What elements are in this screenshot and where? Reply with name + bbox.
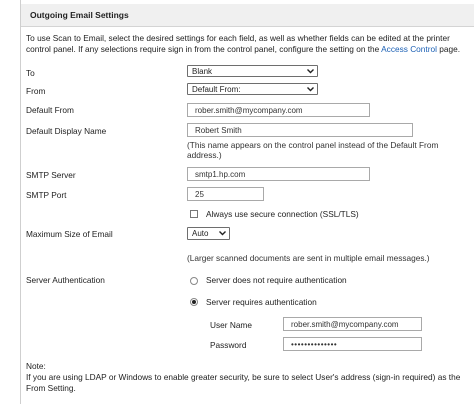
server-auth-label: Server Authentication: [26, 275, 105, 285]
access-control-link[interactable]: Access Control: [381, 44, 437, 54]
default-from-value: rober.smith@mycompany.com: [195, 106, 303, 115]
chevron-down-icon: [218, 229, 227, 237]
to-label: To: [26, 68, 35, 78]
section-title: Outgoing Email Settings: [30, 10, 129, 20]
max-email-size-select[interactable]: [187, 227, 230, 240]
note: [26, 361, 460, 394]
username-value: rober.smith@mycompany.com: [291, 320, 399, 329]
username-label: User Name: [210, 320, 252, 330]
smtp-port-input[interactable]: [187, 187, 264, 201]
intro-text: [26, 33, 460, 55]
smtp-server-label: SMTP Server: [26, 170, 76, 180]
smtp-server-value: smtp1.hp.com: [195, 170, 246, 179]
intro-line-2-text: control panel. If any selections require sign in from the control panel, configure the setting on the: [26, 44, 382, 54]
from-select[interactable]: [187, 83, 318, 95]
auth-not-required-label: Server does not require authentication: [206, 275, 347, 285]
note-title: Note:: [26, 361, 46, 371]
smtp-server-input[interactable]: [187, 167, 370, 181]
default-display-name-label: Default Display Name: [26, 126, 107, 136]
display-name-hint-line-2: address.): [187, 150, 222, 160]
display-name-hint-line-1: (This name appears on the control panel instead of the Default From: [187, 140, 439, 150]
note-line-2: From Setting.: [26, 383, 76, 393]
display-name-hint: [187, 140, 438, 160]
password-label: Password: [210, 340, 247, 350]
max-email-size-value: Auto: [192, 229, 209, 238]
chevron-down-icon: [306, 67, 315, 75]
auth-not-required-radio[interactable]: [190, 277, 198, 285]
default-from-label: Default From: [26, 105, 74, 115]
from-select-value: Default From:: [192, 85, 241, 94]
smtp-port-value: 25: [195, 190, 204, 199]
from-label: From: [26, 86, 46, 96]
intro-line-2: [26, 44, 460, 55]
default-display-name-input[interactable]: [187, 123, 413, 137]
to-select-value: Blank: [192, 67, 213, 76]
to-select[interactable]: [187, 65, 318, 77]
smtp-port-label: SMTP Port: [26, 190, 67, 200]
password-value: ••••••••••••••: [291, 340, 338, 349]
max-email-size-hint: (Larger scanned documents are sent in multiple email messages.): [187, 253, 430, 263]
auth-required-label: Server requires authentication: [206, 297, 317, 307]
auth-required-radio[interactable]: [190, 298, 198, 306]
default-display-name-value: Robert Smith: [195, 126, 242, 135]
default-from-input[interactable]: [187, 103, 370, 117]
intro-line-1: To use Scan to Email, select the desired settings for each field, as well as whether fields can be edited at the printer: [26, 33, 450, 43]
secure-connection-label: Always use secure connection (SSL/TLS): [206, 209, 359, 219]
secure-connection-checkbox[interactable]: [190, 210, 198, 218]
chevron-down-icon: [306, 85, 315, 93]
note-line-1: If you are using LDAP or Windows to enable greater security, be sure to select User's address (sign-in required) as the: [26, 372, 461, 382]
section-header: [21, 4, 474, 27]
password-input[interactable]: [283, 337, 422, 351]
max-email-size-label: Maximum Size of Email: [26, 229, 113, 239]
username-input[interactable]: [283, 317, 422, 331]
intro-line-2-end: page.: [436, 44, 461, 54]
